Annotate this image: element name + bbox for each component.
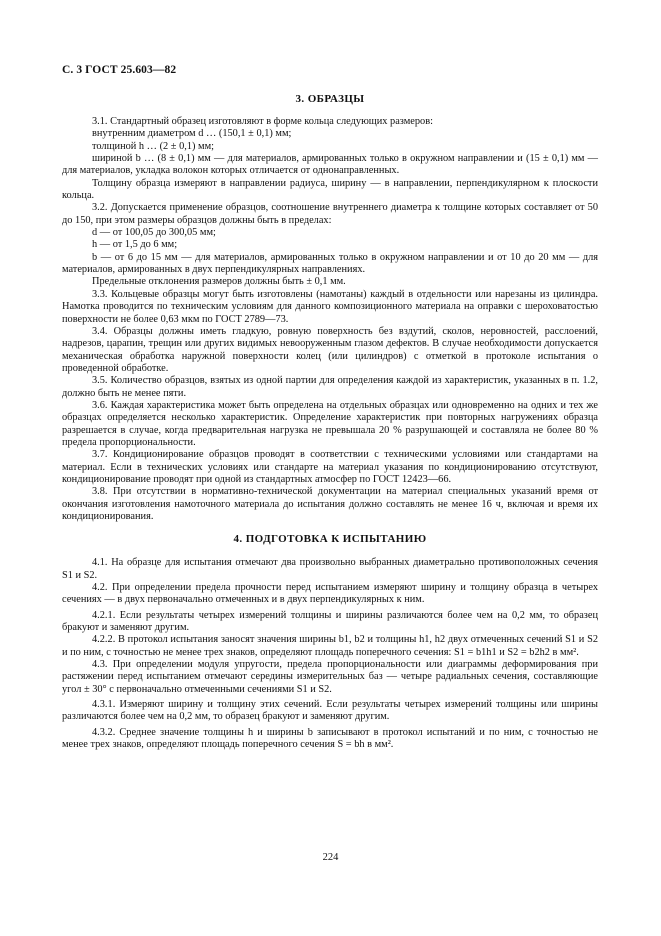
section-3-body — [62, 116, 598, 523]
running-header: С. 3 ГОСТ 25.603—82 — [62, 64, 177, 76]
page-body — [62, 93, 598, 752]
paragraph: Толщину образца измеряют в направлении радиуса, ширину — в направлении, перпендикулярном к плоскости кольца. — [62, 177, 598, 202]
paragraph: d — от 100,05 до 300,05 мм; — [92, 227, 216, 239]
paragraph: шириной b … (8 ± 0,1) мм — для материалов, армированных только в окружном направлении и (15 ± 0,1) мм — для материалов, укладка волокон которых отличается от однонаправленных. — [62, 153, 598, 177]
section-4-body — [62, 557, 598, 751]
paragraph: 3.1. Стандартный образец изготовляют в форме кольца следующих размеров: — [92, 116, 433, 127]
paragraph: 3.8. При отсутствии в нормативно-технической документации на материал специальных указаний время от окончания изготовления намоточного материала до испытания должно составлять не менее 16 ч, включая и время их кондиционирования. — [62, 486, 598, 522]
paragraph: 4.3.1. Измеряют ширину и толщину этих сечений. Если результаты четырех измерений толщины или ширины различаются более чем на 0,2 мм, то образец бракуют и заменяют другим. — [62, 699, 598, 723]
paragraph: 3.2. Допускается применение образцов, соотношение внутреннего диаметра к толщине которых составляет от 50 до 150, при этом размеры образцов должны быть в пределах: — [62, 202, 598, 226]
paragraph: толщиной h … (2 ± 0,1) мм; — [92, 140, 214, 152]
paragraph: Предельные отклонения размеров должны быть ± 0,1 мм. — [92, 276, 346, 288]
section-3-title: 3. ОБРАЗЦЫ — [295, 93, 365, 105]
section-4-title: 4. ПОДГОТОВКА К ИСПЫТАНИЮ — [233, 533, 427, 546]
paragraph: 4.3.2. Среднее значение толщины h и ширины b записывают в протокол испытаний и по ним, с точностью не менее трех знаков, определяют площадь поперечного сечения S = bh в мм². — [62, 726, 598, 751]
paragraph: 3.5. Количество образцов, взятых из одной партии для определения каждой из характеристик, указанных в п. 1.2, должно быть не менее пяти. — [62, 375, 598, 399]
paragraph: 3.7. Кондиционирование образцов проводят в соответствии с техническими условиями или стандартами на материал. Если в технических условиях или стандарте на материал указания по кондиционированию отсутствуют, кондиционирование проводят при одной из стандартных атмосфер по ГОСТ 12423—66. — [62, 449, 598, 485]
paragraph: 3.3. Кольцевые образцы могут быть изготовлены (намотаны) каждый в отдельности или нарезаны из цилиндра. Намотка проводится по техническим условиям для данного композиционного материала на оправки с шероховатостью поверхности не более 0,63 мкм по ГОСТ 2789—73. — [62, 288, 598, 325]
paragraph: 4.2. При определении предела прочности перед испытанием измеряют ширину и толщину образца в четырех сечениях — в двух первоначально отмеченных и в двух перпендикулярных к ним. — [62, 582, 598, 606]
page-number: 224 — [322, 852, 339, 863]
paragraph: 4.3. При определении модуля упругости, предела пропорциональности или диаграммы деформирования при растяжении перед испытанием отмечают середины измерительных баз — четыре радиальных сечения, составляющие угол ± 30° с первоначально отмеченными сечениями S1 и S2. — [62, 659, 598, 695]
paragraph: b — от 6 до 15 мм — для материалов, армированных только в окружном направлении и от 10 до 20 мм — для материалов, армированных в двух перпендикулярных направлениях. — [62, 251, 598, 276]
paragraph: h — от 1,5 до 6 мм; — [92, 239, 178, 251]
paragraph: 4.2.2. В протокол испытания заносят значения ширины b1, b2 и толщины h1, h2 двух отмеченных сечений S1 и S2 и по ним, с точностью не менее трех знаков, определяют площадь поперечного сечения: S1 = b1h1 и S2 = b2h2 в мм². — [62, 634, 598, 658]
paragraph: внутренним диаметром d … (150,1 ± 0,1) мм; — [92, 128, 292, 140]
paragraph: 4.2.1. Если результаты четырех измерений толщины и ширины различаются более чем на 0,2 мм, то образец бракуют и заменяют другим. — [62, 609, 598, 634]
paragraph: 3.4. Образцы должны иметь гладкую, ровную поверхность без вздутий, сколов, неровностей, расслоений, надрезов, царапин, трещин или других видимых невооруженным глазом дефектов. В случае необходимости допускается механическая обработка наружной поверхности колец (или цилиндров) с отметкой в протоколе испытания о проведенной обработке. — [62, 325, 598, 374]
paragraph: 4.1. На образце для испытания отмечают два произвольно выбранных диаметрально противоположных сечения S1 и S2. — [62, 557, 598, 581]
paragraph: 3.6. Каждая характеристика может быть определена на отдельных образцах или одновременно на одних и тех же образцах определяется несколько характеристик. Определение характеристик при повторных нагружениях образца разрешается в случае, когда предварительная нагрузка не превышала 20 % разрушающей и составляла не более 80 % предела пропорциональности. — [62, 399, 598, 448]
